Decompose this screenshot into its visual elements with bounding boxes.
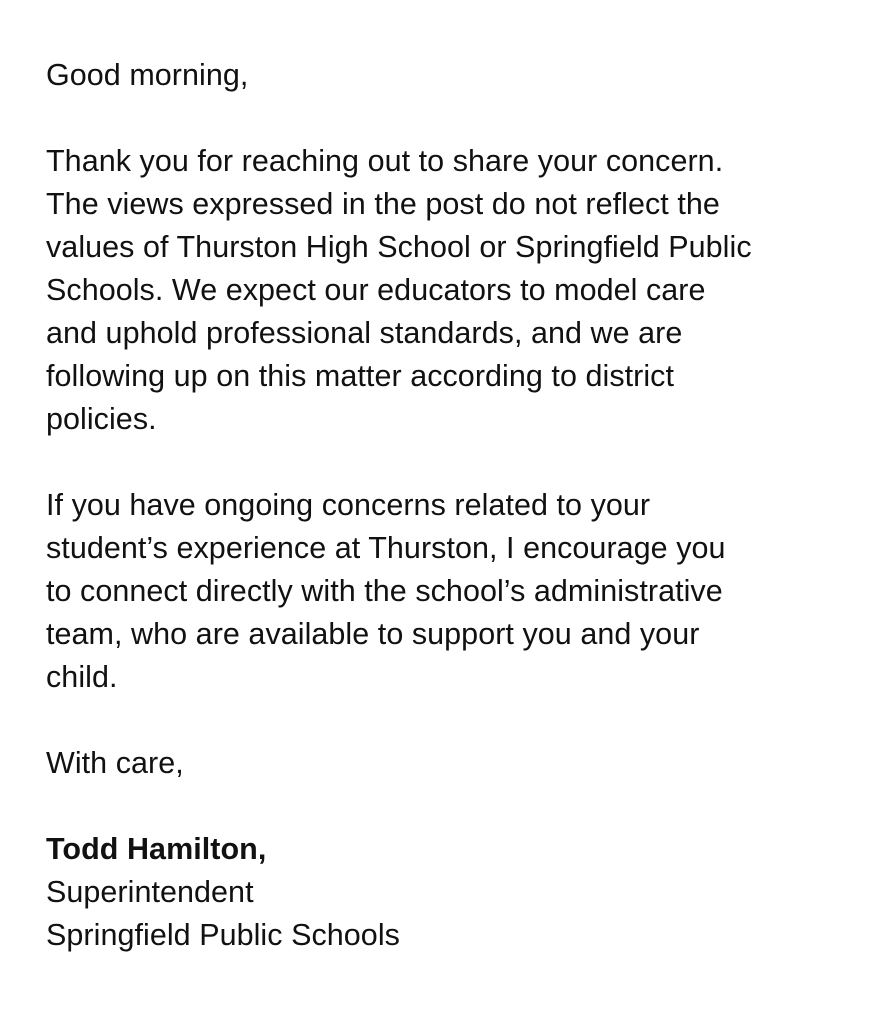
paragraph-1-line: and uphold professional standards, and we are xyxy=(46,316,683,350)
letter-body xyxy=(46,54,866,957)
paragraph-1-line: following up on this matter according to district xyxy=(46,359,674,393)
signature-block xyxy=(46,828,866,957)
signature-name: Todd Hamilton, xyxy=(46,832,267,866)
paragraph-2-line: student’s experience at Thurston, I encourage you xyxy=(46,531,726,565)
paragraph-2-line: team, who are available to support you and your xyxy=(46,617,700,651)
paragraph-1-line: Schools. We expect our educators to model care xyxy=(46,273,706,307)
paragraph-2-line: to connect directly with the school’s administrative xyxy=(46,574,723,608)
signature-organization: Springfield Public Schools xyxy=(46,918,400,952)
paragraph-1-line: The views expressed in the post do not reflect the xyxy=(46,187,720,221)
signature-title: Superintendent xyxy=(46,875,254,909)
greeting-text: Good morning, xyxy=(46,58,249,92)
paragraph-2-line: If you have ongoing concerns related to your xyxy=(46,488,651,522)
paragraph-2 xyxy=(46,484,866,699)
paragraph-1-line: values of Thurston High School or Springfield Public xyxy=(46,230,752,264)
greeting xyxy=(46,54,866,97)
closing xyxy=(46,742,866,785)
paragraph-1-line: policies. xyxy=(46,402,157,436)
paragraph-1-line: Thank you for reaching out to share your concern. xyxy=(46,144,724,178)
paragraph-2-line: child. xyxy=(46,660,118,694)
paragraph-1 xyxy=(46,140,866,441)
closing-text: With care, xyxy=(46,746,184,780)
